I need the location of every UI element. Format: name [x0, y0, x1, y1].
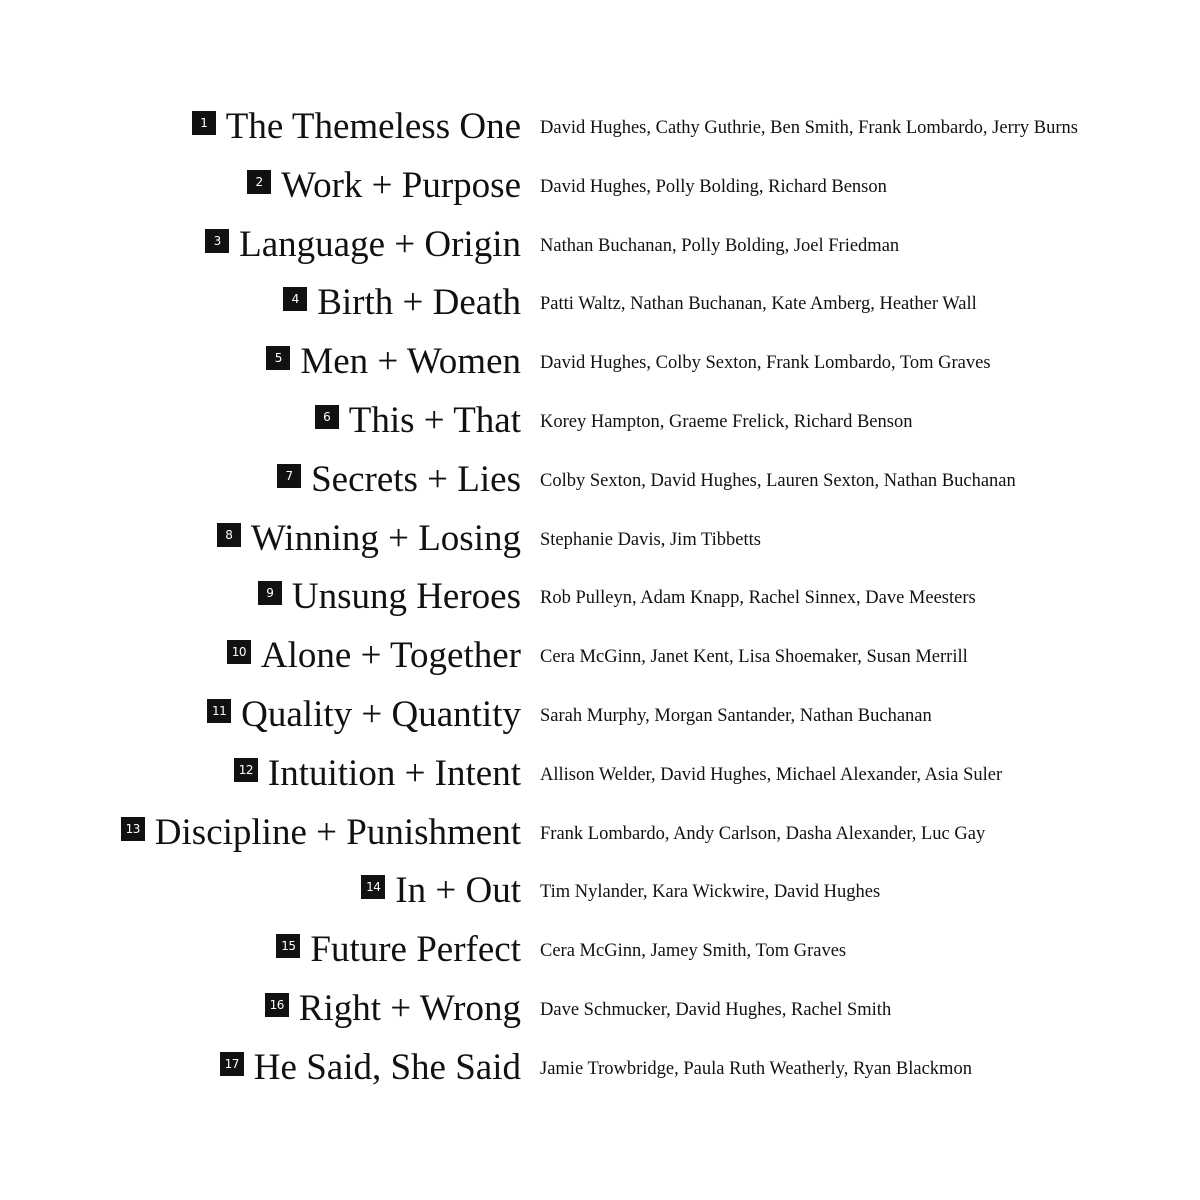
entry-heading [266, 340, 521, 384]
entry-number-badge: 4 [283, 287, 307, 311]
entry-title: Secrets + Lies [311, 458, 521, 500]
entry-contributors: Cera McGinn, Janet Kent, Lisa Shoemaker, Susan Merrill [540, 647, 968, 668]
entry-number-badge: 14 [361, 875, 385, 899]
entry-heading [265, 987, 521, 1031]
entry-number-badge: 5 [266, 346, 290, 370]
table-of-contents [0, 97, 1200, 1097]
entry-number-badge: 12 [234, 758, 258, 782]
entry-heading [277, 458, 521, 502]
entry-number-badge: 9 [258, 581, 282, 605]
entry-number-badge: 10 [227, 640, 251, 664]
entry-heading [276, 928, 521, 972]
entry-number-badge: 6 [315, 405, 339, 429]
entry-contributors: Sarah Murphy, Morgan Santander, Nathan Buchanan [540, 705, 932, 726]
entry-heading [227, 634, 521, 678]
entry-heading [205, 223, 521, 267]
entry-heading [247, 164, 521, 208]
entry-contributors: David Hughes, Polly Bolding, Richard Benson [540, 176, 887, 197]
toc-entry-17 [0, 1038, 1200, 1097]
entry-heading [258, 575, 521, 619]
entry-number-badge: 17 [220, 1052, 244, 1076]
entry-heading [283, 281, 521, 325]
entry-heading [220, 1046, 521, 1090]
entry-contributors: Rob Pulleyn, Adam Knapp, Rachel Sinnex, Dave Meesters [540, 588, 976, 609]
entry-title: Work + Purpose [281, 164, 521, 206]
toc-entry-8 [0, 509, 1200, 568]
entry-title: Future Perfect [310, 929, 521, 971]
entry-number-badge: 2 [247, 170, 271, 194]
entry-number-badge: 7 [277, 464, 301, 488]
toc-entry-14 [0, 861, 1200, 920]
entry-heading [121, 811, 521, 855]
toc-entry-7 [0, 450, 1200, 509]
entry-title: Men + Women [300, 341, 521, 383]
entry-contributors: Nathan Buchanan, Polly Bolding, Joel Friedman [540, 235, 900, 256]
entry-title: Quality + Quantity [241, 693, 521, 735]
entry-contributors: Jamie Trowbridge, Paula Ruth Weatherly, Ryan Blackmon [540, 1058, 972, 1079]
entry-contributors: Dave Schmucker, David Hughes, Rachel Smith [540, 999, 892, 1020]
entry-number-badge: 1 [192, 111, 216, 135]
toc-entry-6 [0, 391, 1200, 450]
entry-contributors: Stephanie Davis, Jim Tibbetts [540, 529, 761, 550]
entry-contributors: Korey Hampton, Graeme Frelick, Richard Benson [540, 411, 913, 432]
entry-contributors: David Hughes, Cathy Guthrie, Ben Smith, Frank Lombardo, Jerry Burns [540, 118, 1078, 138]
toc-entry-10 [0, 626, 1200, 685]
toc-entry-2 [0, 156, 1200, 215]
entry-title: The Themeless One [225, 106, 521, 147]
toc-entry-1 [0, 97, 1200, 156]
entry-number-badge: 16 [265, 993, 289, 1017]
toc-entry-3 [0, 215, 1200, 274]
entry-heading [361, 869, 521, 913]
entry-heading [192, 105, 521, 149]
toc-entry-9 [0, 567, 1200, 626]
entry-title: Language + Origin [239, 223, 521, 265]
entry-contributors: Cera McGinn, Jamey Smith, Tom Graves [540, 941, 847, 962]
entry-title: He Said, She Said [253, 1046, 521, 1088]
entry-contributors: Frank Lombardo, Andy Carlson, Dasha Alexander, Luc Gay [540, 823, 986, 844]
entry-number-badge: 11 [207, 699, 231, 723]
entry-title: Birth + Death [317, 282, 521, 324]
entry-title: Unsung Heroes [291, 576, 521, 618]
toc-entry-4 [0, 273, 1200, 332]
entry-contributors: Tim Nylander, Kara Wickwire, David Hughes [540, 882, 881, 903]
entry-contributors: Colby Sexton, David Hughes, Lauren Sexton, Nathan Buchanan [540, 470, 1016, 491]
entry-title: Right + Wrong [298, 987, 521, 1029]
toc-entry-16 [0, 979, 1200, 1038]
entry-heading [234, 752, 521, 796]
entry-title: Alone + Together [260, 635, 521, 677]
entry-contributors: Allison Welder, David Hughes, Michael Alexander, Asia Suler [540, 764, 1003, 785]
entry-number-badge: 15 [276, 934, 300, 958]
toc-entry-12 [0, 744, 1200, 803]
entry-heading [217, 517, 521, 561]
toc-entry-5 [0, 332, 1200, 391]
entry-number-badge: 3 [205, 229, 229, 253]
toc-entry-11 [0, 685, 1200, 744]
entry-title: Winning + Losing [250, 517, 521, 559]
toc-entry-15 [0, 920, 1200, 979]
entry-title: This + That [348, 399, 521, 441]
entry-contributors: Patti Waltz, Nathan Buchanan, Kate Amberg, Heather Wall [540, 294, 977, 315]
entry-title: Intuition + Intent [267, 752, 521, 794]
entry-number-badge: 13 [121, 817, 145, 841]
entry-title: Discipline + Punishment [154, 811, 521, 853]
entry-title: In + Out [395, 870, 521, 912]
entry-number-badge: 8 [217, 523, 241, 547]
entry-heading [207, 693, 521, 737]
entry-heading [315, 399, 521, 443]
entry-contributors: David Hughes, Colby Sexton, Frank Lombardo, Tom Graves [540, 353, 991, 374]
toc-entry-13 [0, 803, 1200, 862]
